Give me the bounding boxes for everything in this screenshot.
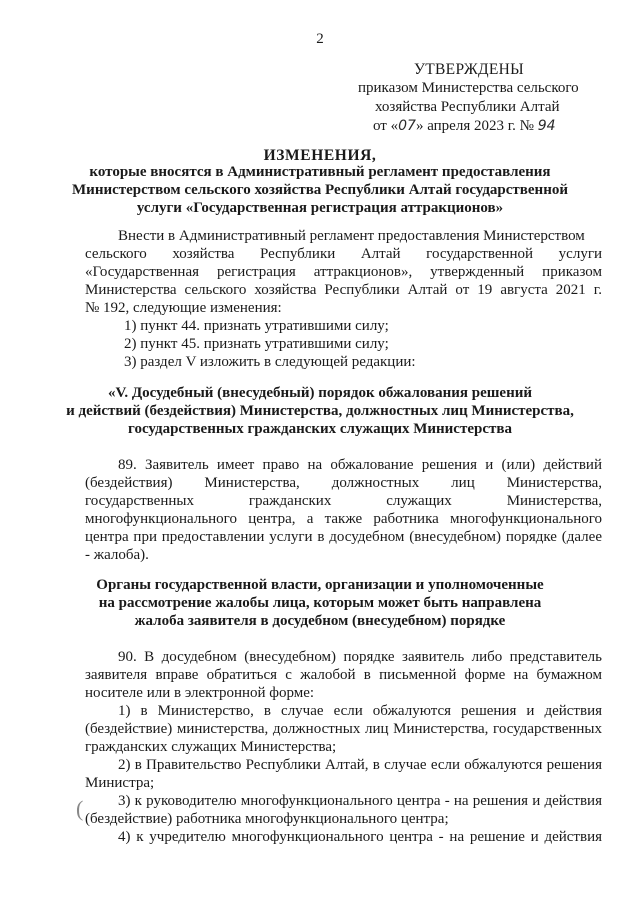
p90-subitem: 2) в Правительство Республики Алтай, в случае если обжалуются решения: [118, 757, 602, 773]
p89-line: (бездействия) Министерства, должностных лиц Министерства,: [85, 475, 602, 491]
approval-line: хозяйства Республики Алтай: [375, 99, 560, 115]
section-heading: «V. Досудебный (внесудебный) порядок обжалования решений: [107, 385, 533, 401]
intro-line: «Государственная регистрация аттракционов», утвержденный приказом: [85, 264, 602, 280]
p90-subitem: 4) к учредителю многофункционального центра - на решение и действия: [118, 829, 602, 845]
p89-line: 89. Заявитель имеет право на обжалование решения и (или) действий: [118, 457, 602, 473]
handwritten-day: 07: [398, 118, 416, 134]
margin-bracket-mark: (: [76, 796, 84, 821]
document-subtitle: которые вносятся в Административный регламент предоставления: [89, 164, 551, 180]
intro-line: № 192, следующие изменения:: [85, 300, 282, 316]
section-heading: государственных гражданских служащих Министерства: [128, 421, 512, 437]
change-item: 2) пункт 45. признать утратившими силу;: [124, 336, 389, 352]
document-subtitle: Министерством сельского хозяйства Республики Алтай государственной: [72, 182, 568, 198]
handwritten-order-number: 94: [537, 118, 556, 134]
change-item: 1) пункт 44. признать утратившими силу;: [124, 318, 389, 334]
approval-date-line: [373, 118, 556, 135]
document-subtitle: услуги «Государственная регистрация аттракционов»: [136, 200, 504, 216]
p90-line: 90. В досудебном (внесудебном) порядке заявитель либо представитель: [118, 649, 602, 665]
p89-line: - жалоба).: [85, 547, 149, 563]
approval-line: приказом Министерства сельского: [358, 80, 579, 96]
subsection-heading: Органы государственной власти, организации и уполномоченные: [96, 577, 544, 593]
intro-line: Министерства сельского хозяйства Республики Алтай от 19 августа 2021 г.: [85, 282, 602, 298]
p89-line: центра при предоставлении услуги в досудебном (внесудебном) порядке (далее: [85, 529, 602, 545]
section-heading: и действий (бездействия) Министерства, должностных лиц Министерства,: [66, 403, 574, 419]
p90-line: носителе или в электронной форме:: [85, 685, 315, 701]
p90-subitem: гражданских служащих Министерства;: [85, 739, 337, 755]
approval-middle: » апреля 2023 г. №: [415, 118, 538, 134]
p90-line: заявителя вправе обратиться с жалобой в письменной форме на бумажном: [85, 667, 602, 683]
p90-subitem: 3) к руководителю многофункционального центра - на решения и действия: [118, 793, 602, 809]
subsection-heading: на рассмотрение жалобы лица, которым может быть направлена: [98, 595, 542, 611]
p90-subitem: 1) в Министерство, в случае если обжалуются решения и действия: [118, 703, 602, 719]
p90-subitem: Министра;: [85, 775, 155, 791]
change-item: 3) раздел V изложить в следующей редакции:: [124, 354, 416, 370]
p89-line: государственных гражданских служащих Министерства,: [85, 493, 602, 509]
page-number: 2: [316, 31, 324, 47]
intro-line: Внести в Административный регламент предоставления Министерством: [118, 228, 585, 244]
approval-prefix: от «: [373, 118, 399, 134]
document-title: ИЗМЕНЕНИЯ,: [263, 147, 377, 164]
subsection-heading: жалоба заявителя в досудебном (внесудебном) порядке: [134, 613, 506, 629]
p90-subitem: (бездействие) министерства, должностных лиц Министерства, государственных: [85, 721, 602, 737]
p90-subitem: (бездействие) работника многофункционального центра;: [85, 811, 449, 827]
intro-line: сельского хозяйства Республики Алтай государственной услуги: [85, 246, 602, 262]
p89-line: многофункционального центра, а также работника многофункционального: [85, 511, 602, 527]
approval-title: УТВЕРЖДЕНЫ: [414, 61, 524, 78]
